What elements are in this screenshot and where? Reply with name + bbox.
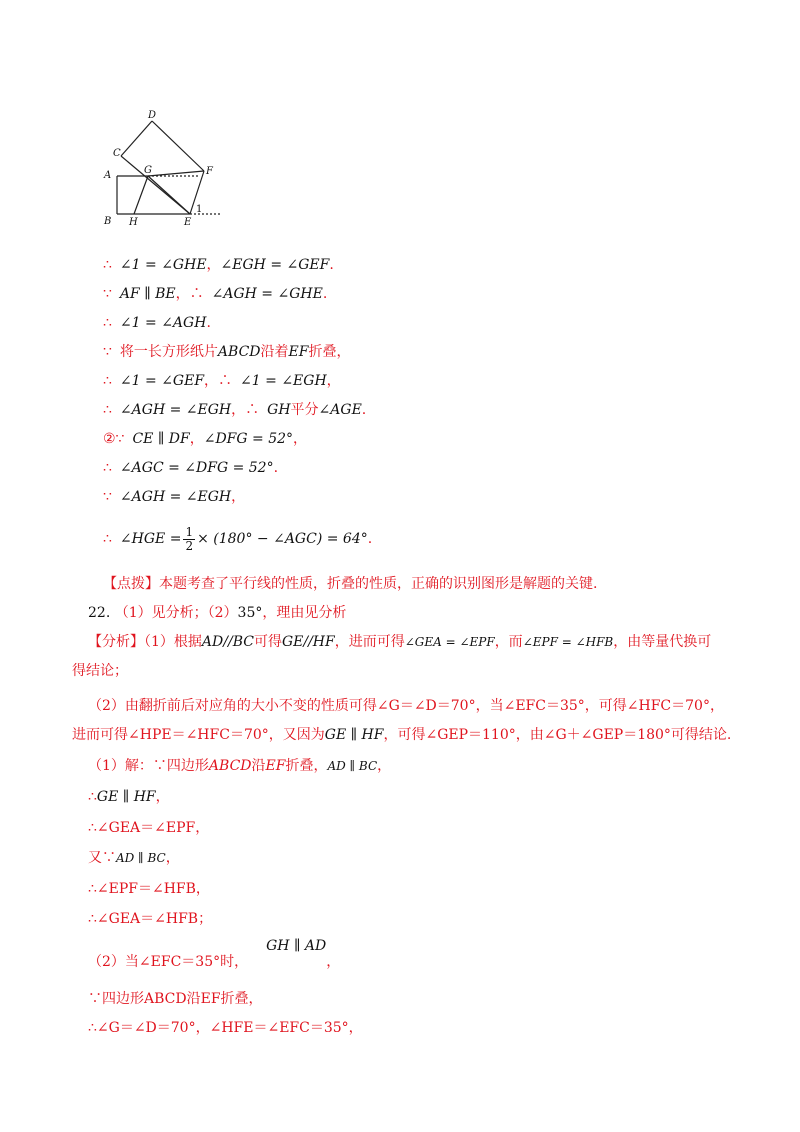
proof-line-6 [103, 400, 366, 420]
math-expr: CE ∥ DF [132, 431, 190, 447]
proof-line-1 [103, 255, 334, 275]
folded-rectangle-diagram [98, 108, 228, 233]
therefore-symbol: ∴ [189, 286, 204, 302]
analysis-line-1 [88, 632, 711, 652]
label-e: E [184, 217, 192, 228]
math-expr: ∠HGE = [119, 531, 182, 547]
solution-line-3: ∴∠GEA＝∠EPF， [88, 820, 210, 836]
therefore-symbol: ∴ [218, 373, 233, 389]
because-symbol: ∵ [103, 286, 112, 302]
therefore-symbol: ∴ [88, 789, 97, 805]
separator: ， [189, 431, 204, 447]
math-expr: AD ∥ BC [116, 851, 166, 865]
q22-answer [88, 603, 346, 623]
math-expr: GE ∥ HF [96, 789, 156, 805]
part2-line-1: （2）由翻折前后对应角的大小不变的性质可得∠G＝∠D＝70°，当∠EFC＝35°，可得∠HFC＝70°， [88, 698, 724, 714]
because-symbol: ②∵ [103, 431, 125, 447]
analysis-line-2: 得结论； [72, 663, 128, 679]
label-h: H [129, 217, 138, 228]
punct: . [322, 286, 328, 302]
text: 折叠， [285, 758, 328, 774]
punct: . [206, 315, 211, 331]
label-a: A [104, 170, 112, 181]
therefore-symbol: ∴ [103, 315, 112, 331]
solution-line-1 [88, 756, 391, 776]
separator: ， [206, 257, 221, 273]
label-f: F [206, 166, 213, 177]
punct: ， [231, 489, 246, 505]
label-c: C [113, 148, 121, 159]
text: （1）见分析；（2） [114, 605, 238, 621]
punct: ， [293, 431, 308, 447]
math-expr: ABCD [217, 344, 261, 360]
math-expr: ∠GEA = ∠EPF [404, 635, 495, 649]
label-d: D [148, 110, 157, 121]
solution-line-7 [88, 936, 341, 970]
numerator: 1 [185, 524, 194, 539]
math-expr: ABCD [208, 758, 252, 774]
text: 【分析】（1）根据 [88, 634, 202, 650]
text: 沿 [251, 758, 266, 774]
part2-line-2 [72, 725, 731, 745]
solution-line-6: ∴∠GEA＝∠HFB； [88, 911, 213, 927]
math-expr: × (180° − ∠AGC) = 64° [197, 531, 368, 547]
text: ，理由见分析 [262, 605, 347, 621]
text: ， [155, 789, 170, 805]
punct: . [367, 531, 373, 547]
separator: ， [175, 286, 190, 302]
math-expr: AD ∥ BC [327, 759, 378, 773]
proof-line-3 [103, 313, 211, 333]
proof-line-9 [103, 487, 245, 507]
text: ， [326, 954, 341, 970]
text: ， [165, 850, 180, 866]
text: 将一长方形纸片 [119, 344, 218, 360]
math-expr: ∠1 = ∠EGH [240, 373, 327, 389]
math-expr: AD//BC [201, 634, 254, 650]
text: 平分 [290, 402, 319, 418]
text: ，而 [494, 634, 523, 650]
math-expr: ∠1 = ∠AGH [119, 315, 207, 331]
math-expr: GE ∥ HF [324, 727, 384, 743]
solution-line-2 [88, 787, 170, 807]
label-g: G [144, 165, 152, 176]
separator: ， [204, 373, 219, 389]
segment-ge [148, 176, 190, 214]
math-expr: ∠EGH = ∠GEF [220, 257, 330, 273]
math-expr: ∠AGH = ∠EGH [119, 402, 232, 418]
label-b: B [104, 216, 112, 227]
solution-line-8: ∵四边形ABCD沿EF折叠， [88, 991, 263, 1007]
math-expr: ∠EPF = ∠HFB [522, 635, 614, 649]
text: （2）当∠EFC＝35°时， [88, 954, 249, 970]
text: 进而可得∠HPE＝∠HFC＝70°，又因为 [72, 727, 325, 743]
punct: . [361, 402, 367, 418]
therefore-symbol: ∴ [103, 531, 112, 547]
therefore-symbol: ∴ [103, 460, 112, 476]
math-expr: ∠AGE [318, 402, 362, 418]
solution-line-9: ∴∠G＝∠D＝70°，∠HFE＝∠EFC＝35°， [88, 1020, 363, 1036]
denominator: 2 [185, 538, 194, 553]
question-number: 22. [88, 605, 111, 621]
math-expr: 35° [237, 605, 263, 621]
segment-gh [134, 176, 148, 214]
proof-line-10 [103, 524, 372, 554]
text: ，由等量代换可 [613, 634, 712, 650]
math-expr: GH ∥ AD [266, 938, 327, 954]
text: 沿着 [260, 344, 289, 360]
proof-line-7 [103, 429, 307, 449]
geometry-figure [98, 108, 228, 233]
math-expr: GE//HF [281, 634, 335, 650]
math-expr: ∠AGH = ∠EGH [119, 489, 232, 505]
text: 又∵ [88, 850, 116, 866]
therefore-symbol: ∴ [103, 402, 112, 418]
therefore-symbol: ∴ [245, 402, 260, 418]
therefore-symbol: ∴ [103, 257, 112, 273]
proof-line-2 [103, 284, 327, 304]
hint-paragraph: 【点拨】本题考查了平行线的性质，折叠的性质，正确的识别图形是解题的关键. [103, 576, 598, 592]
segment-df [152, 121, 204, 171]
because-symbol: ∵ [103, 489, 112, 505]
math-expr: ∠1 = ∠GHE [119, 257, 207, 273]
because-symbol: ∵ [103, 344, 112, 360]
therefore-symbol: ∴ [103, 373, 112, 389]
text: ，进而可得 [334, 634, 405, 650]
segment-cd [121, 121, 152, 156]
solution-line-5: ∴∠EPF＝∠HFB， [88, 881, 210, 897]
text: 折叠， [308, 344, 351, 360]
math-expr: ∠1 = ∠GEF [119, 373, 205, 389]
math-expr: ∠AGH = ∠GHE [211, 286, 323, 302]
separator: ， [231, 402, 246, 418]
text: ，可得∠GEP＝110°，由∠G＋∠GEP＝180°可得结论. [383, 727, 732, 743]
proof-line-4 [103, 342, 350, 362]
text: ， [377, 758, 392, 774]
punct: . [273, 460, 279, 476]
solution-line-4 [88, 848, 180, 868]
text: （1）解：∵四边形 [88, 758, 209, 774]
proof-line-5 [103, 371, 341, 391]
math-expr: AF ∥ BE [119, 286, 176, 302]
math-expr: ∠AGC = ∠DFG = 52° [119, 460, 274, 476]
punct: ， [326, 373, 341, 389]
math-expr: EF [265, 758, 286, 774]
fraction-one-half [183, 526, 195, 553]
math-expr: EF [288, 344, 309, 360]
segment-gf [148, 171, 204, 176]
proof-line-8 [103, 458, 278, 478]
math-expr: ∠DFG = 52° [203, 431, 294, 447]
text: 可得 [253, 634, 282, 650]
punct: . [329, 257, 334, 273]
math-expr: GH [267, 402, 291, 418]
label-angle-1: 1 [196, 204, 203, 215]
